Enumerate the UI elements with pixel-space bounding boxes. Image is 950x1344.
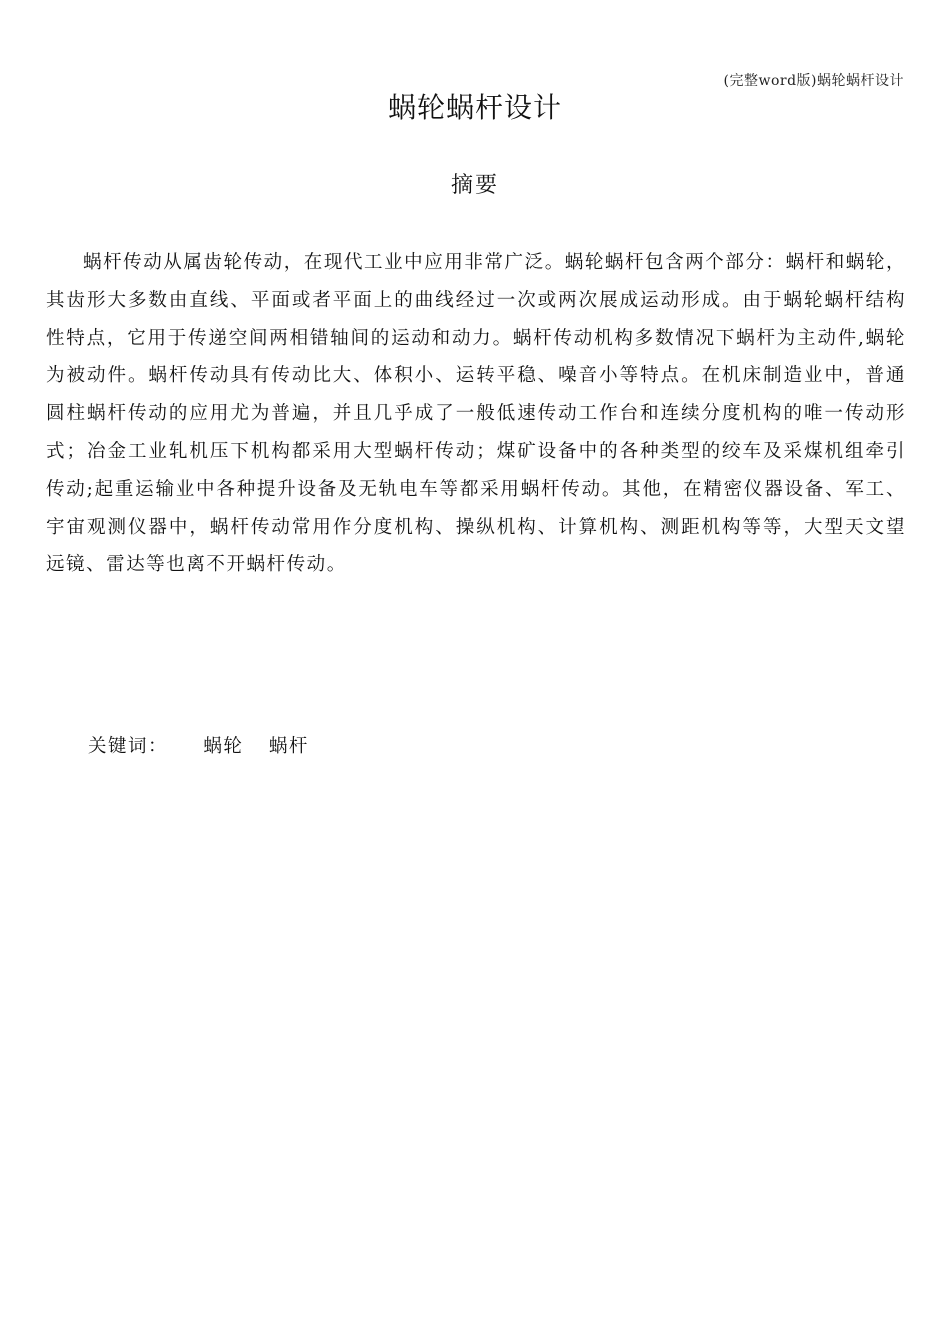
keywords-label: 关键词： [88, 736, 169, 757]
keyword-item: 蜗轮 [203, 736, 244, 757]
running-header: (完整word版)蜗轮蜗杆设计 [723, 73, 904, 89]
keyword-item: 蜗杆 [268, 736, 309, 757]
abstract-heading: 摘要 [450, 173, 499, 198]
document-title: 蜗轮蜗杆设计 [387, 91, 562, 124]
abstract-paragraph: 蜗杆传动从属齿轮传动，在现代工业中应用非常广泛。蜗轮蜗杆包含两个部分：蜗杆和蜗轮，其齿形大多数由直线、平面或者平面上的曲线经过一次或两次展成运动形成。由于蜗轮蜗杆结构性特点，它用于传递空间两相错轴间的运动和动力。蜗杆传动机构多数情况下蜗杆为主动件,蜗轮为被动件。蜗杆传动具有传动比大、体积小、运转平稳、噪音小等特点。在机床制造业中，普通圆柱蜗杆传动的应用尤为普遍，并且几乎成了一般低速传动工作台和连续分度机构的唯一传动形式；冶金工业轧机压下机构都采用大型蜗杆传动；煤矿设备中的各种类型的绞车及采煤机组牵引传动;起重运输业中各种提升设备及无轨电车等都采用蜗杆传动。其他，在精密仪器设备、军工、宇宙观测仪器中，蜗杆传动常用作分度机构、操纵机构、计算机构、测距机构等等，大型天文望远镜、雷达等也离不开蜗杆传动。 [46, 252, 906, 576]
keywords-line [88, 732, 327, 758]
